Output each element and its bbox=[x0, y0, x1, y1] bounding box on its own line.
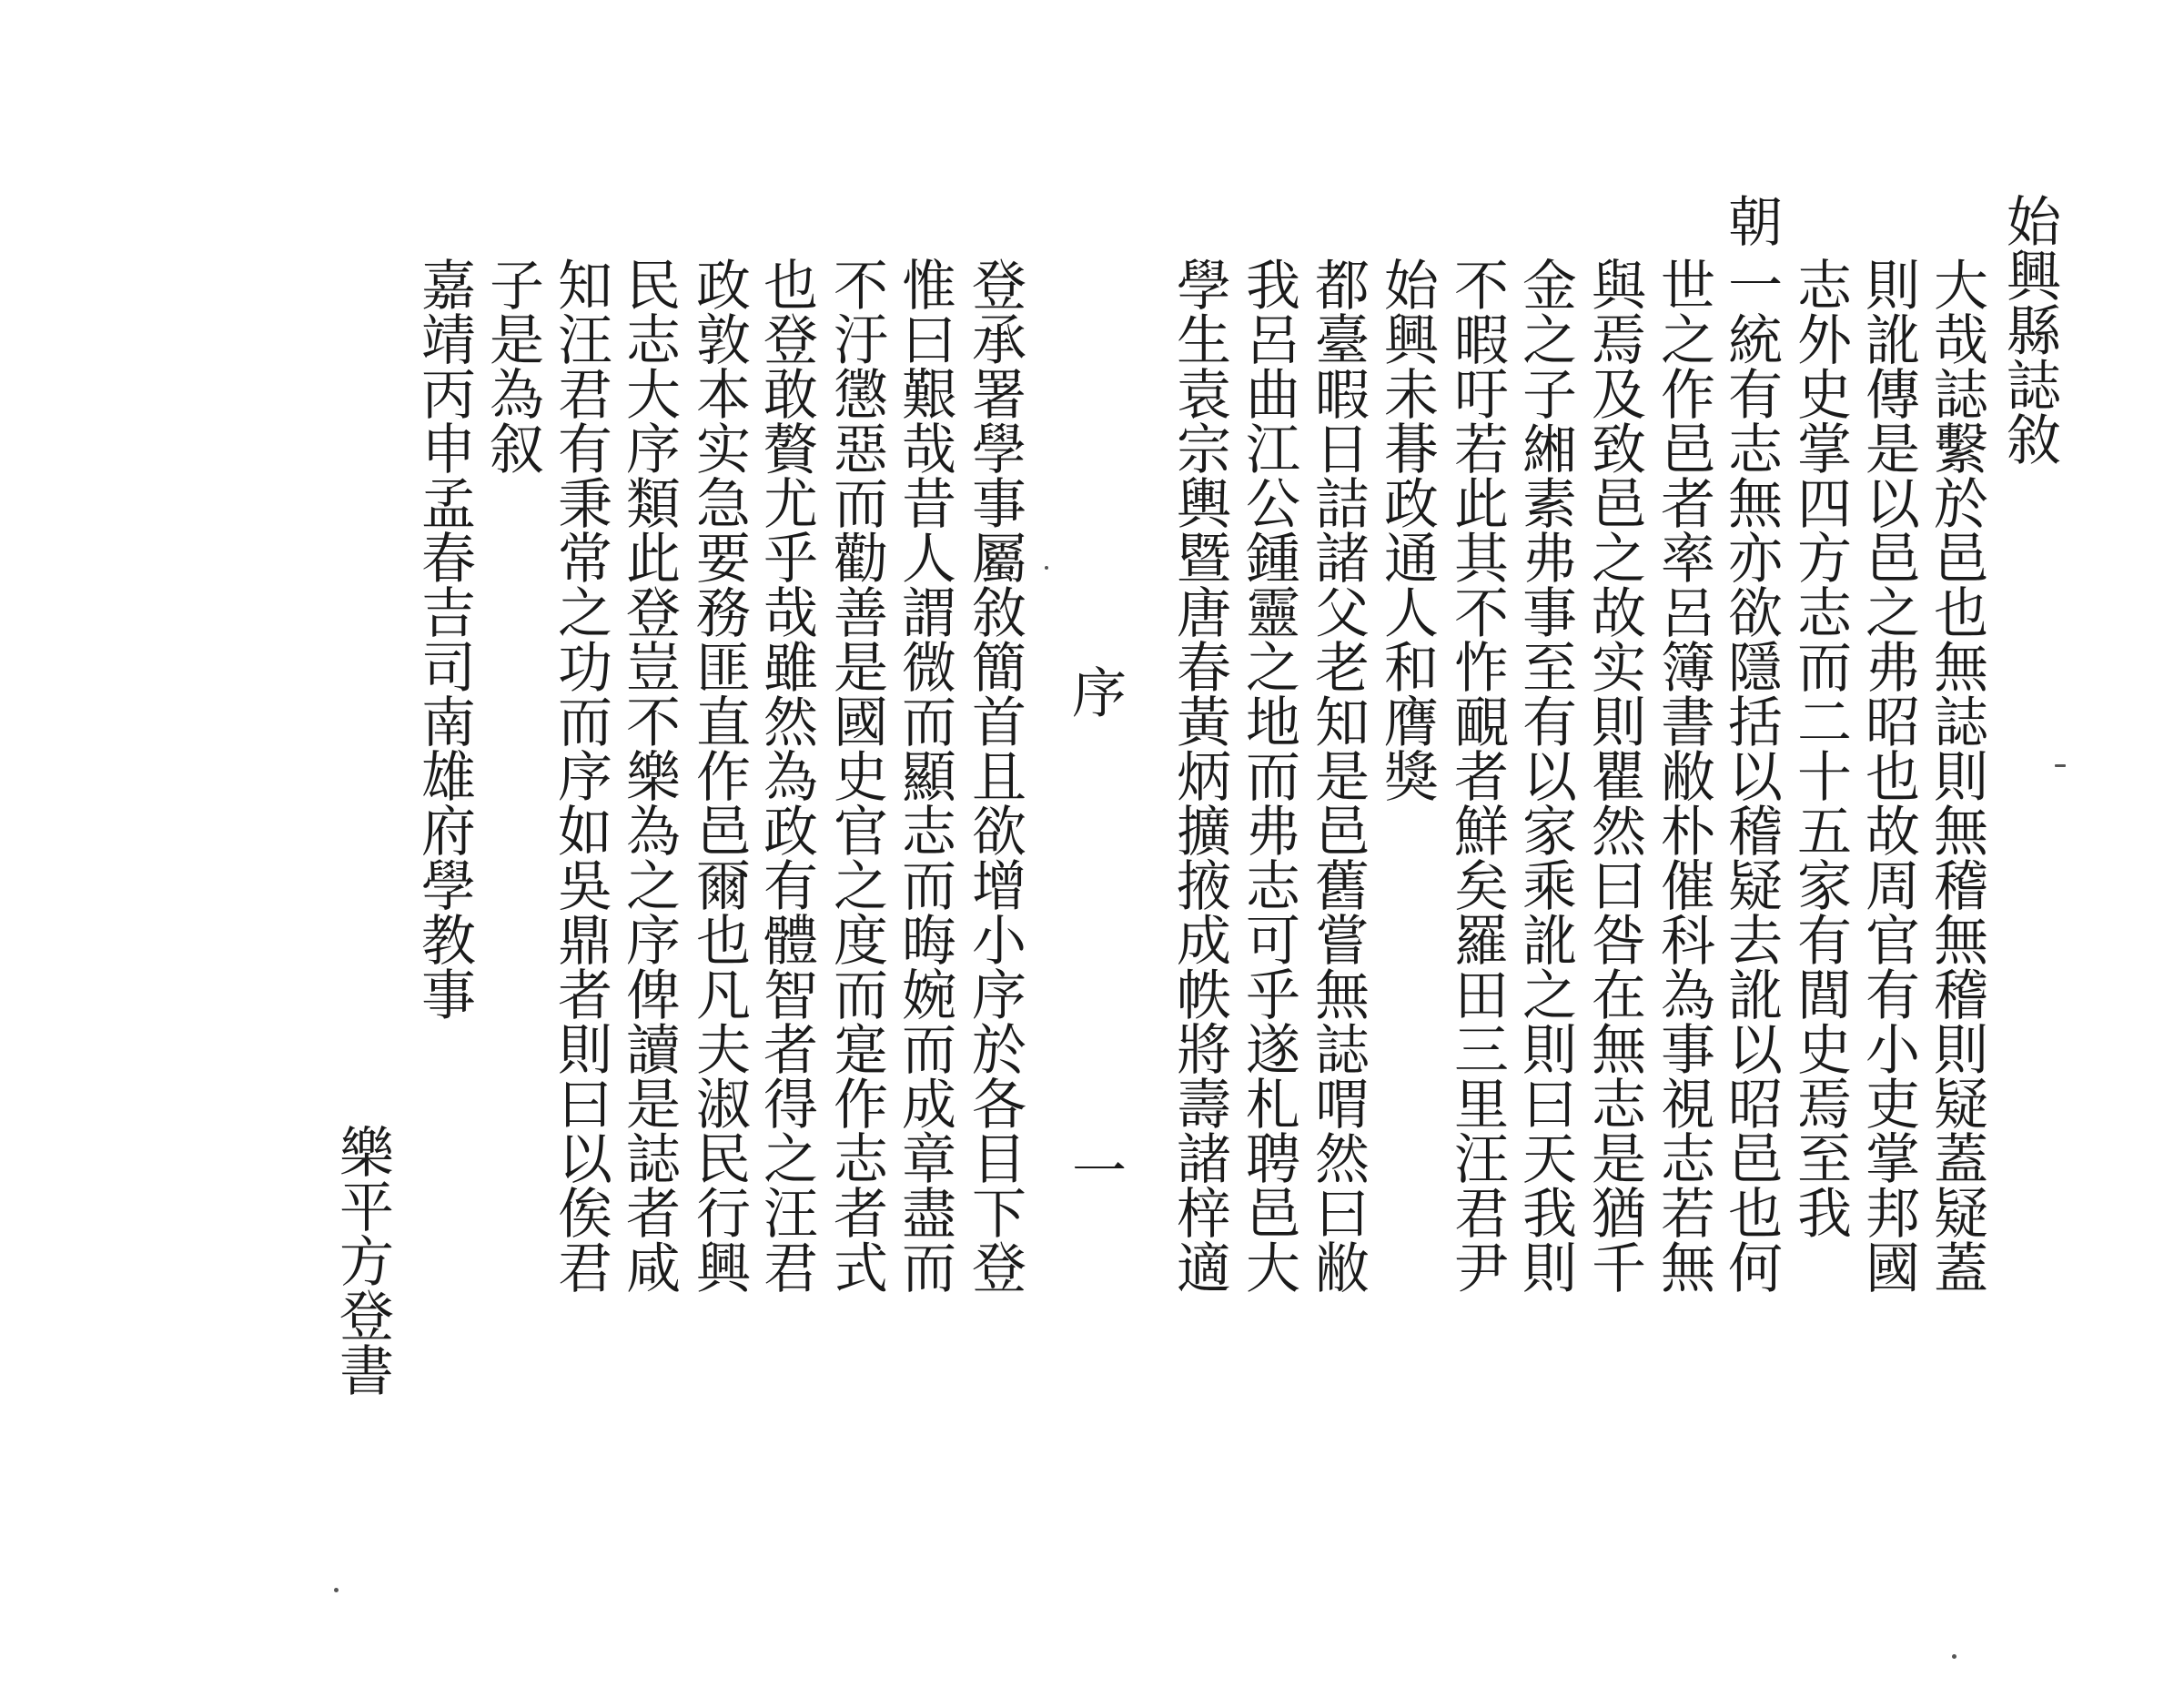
signature: 樂平方登書 bbox=[330, 1124, 394, 1397]
text-column: 民志大序類此登豈不樂為之序俾讀是誌者咸 bbox=[617, 257, 681, 1294]
text-column: 登承署學事屬敘簡首且欲增小序於各目下登 bbox=[963, 257, 1026, 1294]
text-column: 我呂曲江公鍾靈之地而弗志可乎遂札聘邑大 bbox=[1237, 257, 1300, 1294]
text-column: 志外史掌四方志而二十五家有閭史焉至我 bbox=[1788, 257, 1852, 1239]
text-column: 子是為叙 bbox=[480, 257, 544, 475]
text-column: 不汙懲惡而勸善是國史官之度而寔作志者式 bbox=[824, 257, 888, 1294]
text-column: 世之作邑者率呂簿書敝朴催科為事視志若無 bbox=[1652, 257, 1715, 1294]
text-column: 與焉及致邑之故实則瞿然曰咎在無志是猶千 bbox=[1582, 257, 1646, 1294]
scan-speck bbox=[1952, 1654, 1956, 1659]
margin-title: 序 bbox=[1063, 664, 1127, 719]
scan-speck bbox=[1045, 566, 1048, 570]
dateline: 嘉靖丙申孟春吉司南雄府學教事 bbox=[412, 257, 476, 1021]
text-column: 朝 bbox=[1719, 193, 1783, 247]
text-column: 金之子緗素弗事至有以家乘訛之則曰天我則 bbox=[1513, 257, 1577, 1294]
text-column: 學生袁宗輿暨唐春黃炳擴掖成帙將壽諸梓適 bbox=[1168, 257, 1231, 1294]
text-column: 大哉誌繫於邑也無誌則無稽無稽則疑蓋疑蓋 bbox=[1925, 257, 1988, 1294]
scan-speck bbox=[2055, 764, 2066, 767]
text-column: 知汪君有秉常之功而序如吳鼎者則曰以俟君 bbox=[549, 257, 612, 1294]
text-column: 始興縣誌敘 bbox=[1997, 193, 2061, 466]
scan-speck bbox=[334, 1588, 339, 1592]
text-column: 都臺暇日詰諸父老知是邑舊嘗無誌喟然曰敝 bbox=[1306, 257, 1370, 1294]
text-column: 則訛傳是以邑之弗昭也故周官有小吏掌邦國 bbox=[1856, 257, 1920, 1294]
text-column: 惟曰艱哉昔人謂微而顯志而晦婉而成章盡而 bbox=[893, 257, 956, 1294]
page-number: 一 bbox=[1063, 1142, 1127, 1197]
text-column: 一統有志無亦欲隱括以稽疑去訛以昭邑也何 bbox=[1719, 257, 1783, 1294]
text-column: 不暇吁若此其不怍靦者鮮矣羅田三里汪君尹 bbox=[1445, 257, 1509, 1294]
text-column: 政敦本实急要務匪直作邑爾也凡夫淑民行興 bbox=[687, 257, 751, 1294]
text-column: 也登敢贅尤乎哉雖然為政有體智者得之汪君 bbox=[754, 257, 818, 1294]
text-column: 始興未朞政通人和膺獎 bbox=[1375, 257, 1439, 803]
